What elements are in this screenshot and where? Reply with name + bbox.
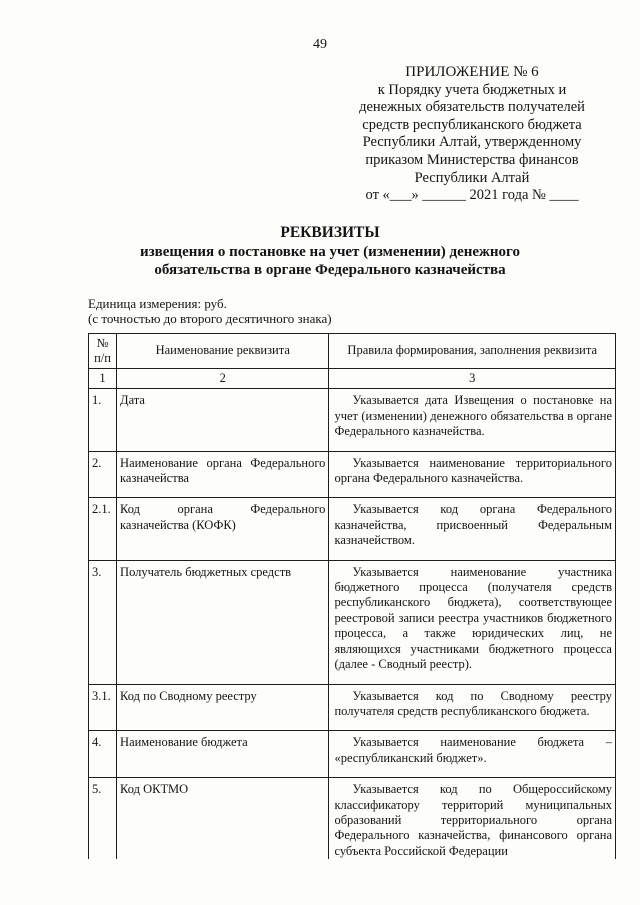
requisites-table: [88, 333, 616, 859]
row-rule: Указывается код органа Федерального казначейства, присвоенный Федеральным казначейством.: [329, 498, 616, 560]
row-num: 2.1.: [89, 498, 117, 560]
index-cell: 2: [117, 369, 329, 389]
appendix-line: Республики Алтай, утвержденному: [362, 134, 582, 151]
appendix-line: приказом Министерства финансов: [365, 151, 579, 168]
header-rule: Правила формирования, заполнения реквизита: [329, 334, 616, 369]
row-name: Получатель бюджетных средств: [117, 560, 329, 684]
index-cell: 3: [329, 369, 616, 389]
header-num: № п/п: [89, 334, 117, 369]
row-name: Код органа Федерального казначейства (КОФК): [117, 498, 329, 560]
row-name: Наименование бюджета: [117, 731, 329, 778]
row-rule: Указывается код по Сводному реестру получателя средств республиканского бюджета.: [329, 684, 616, 731]
row-num: 2.: [89, 451, 117, 498]
appendix-title: ПРИЛОЖЕНИЕ № 6: [405, 64, 539, 80]
document-title: [60, 224, 600, 279]
header-name: Наименование реквизита: [117, 334, 329, 369]
index-cell: 1: [89, 369, 117, 389]
row-name: Наименование органа Федерального казначейства: [117, 451, 329, 498]
row-num: 1.: [89, 389, 117, 451]
row-num: 3.: [89, 560, 117, 684]
appendix-line: денежных обязательств получателей: [359, 99, 585, 116]
table-row: [89, 560, 616, 684]
document-title-main: РЕКВИЗИТЫ: [280, 224, 380, 241]
appendix-line: Республики Алтай: [414, 169, 530, 186]
units-precision-line: (с точностью до второго десятичного знака): [88, 311, 332, 326]
row-rule: Указывается наименование бюджета – «республиканский бюджет».: [329, 731, 616, 778]
page-number: 49: [313, 37, 327, 52]
row-name: Код по Сводному реестру: [117, 684, 329, 731]
row-num: 4.: [89, 731, 117, 778]
appendix-date-line: от «___» ______ 2021 года № ____: [365, 187, 579, 204]
row-name: Код ОКТМО: [117, 778, 329, 860]
appendix-line: средств республиканского бюджета: [362, 116, 582, 133]
row-rule: Указывается наименование участника бюджетного процесса (получателя средств республиканского бюджета), соответствующее реестровой записи реестра участников бюджетного процесса, а также юридических лиц, не являющихся участниками бюджетного процесса (далее - Сводный реестр).: [329, 560, 616, 684]
row-rule: Указывается код по Общероссийскому классификатору территорий муниципальных образований территориального органа Федерального казначейства, финансового органа субъекта Российской Федерации: [329, 778, 616, 860]
appendix-block: [328, 64, 616, 205]
row-num: 5.: [89, 778, 117, 860]
row-name: Дата: [117, 389, 329, 451]
appendix-line: к Порядку учета бюджетных и: [377, 81, 567, 98]
row-rule: Указывается дата Извещения о постановке на учет (изменении) денежного обязательства в органе Федерального казначейства.: [329, 389, 616, 451]
units-note: [88, 296, 332, 326]
table-row: [89, 498, 616, 560]
row-rule: Указывается наименование территориального органа Федерального казначейства.: [329, 451, 616, 498]
table-row: [89, 731, 616, 778]
table-row: [89, 389, 616, 451]
document-title-line: извещения о постановке на учет (изменении) денежного: [140, 244, 520, 260]
document-title-line: обязательства в органе Федерального казначейства: [154, 262, 506, 278]
table-row: [89, 684, 616, 731]
table-row: [89, 451, 616, 498]
units-line: Единица измерения: руб.: [88, 296, 227, 311]
table-index-row: [89, 369, 616, 389]
table-header-row: [89, 334, 616, 369]
table-row: [89, 778, 616, 860]
row-num: 3.1.: [89, 684, 117, 731]
